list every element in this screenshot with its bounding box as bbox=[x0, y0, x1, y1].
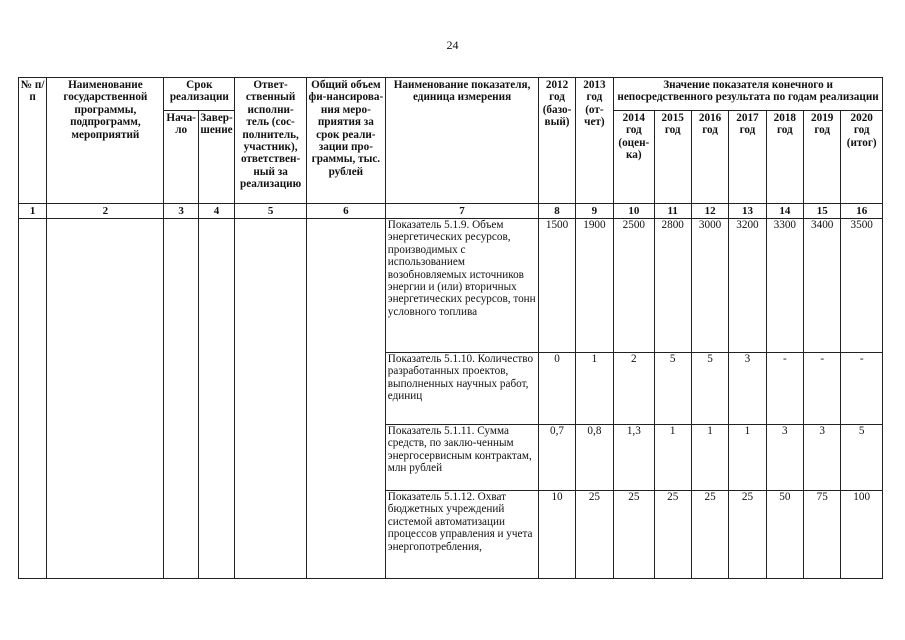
indicator-value: 100 bbox=[841, 491, 883, 579]
indicator-value: 0 bbox=[539, 353, 575, 425]
indicator-value: 2800 bbox=[654, 219, 691, 353]
column-number: 4 bbox=[198, 204, 234, 219]
indicator-value: 3000 bbox=[691, 219, 728, 353]
cell-volume bbox=[306, 219, 385, 579]
column-number: 8 bbox=[539, 204, 575, 219]
indicator-value: 2500 bbox=[614, 219, 654, 353]
indicator-value: 3500 bbox=[841, 219, 883, 353]
column-number: 6 bbox=[306, 204, 385, 219]
indicator-value: 2 bbox=[614, 353, 654, 425]
indicator-value: - bbox=[841, 353, 883, 425]
header-executor: Ответ-ственный исполни-тель (сос-полнитель, участник), ответствен-ный за реализацию bbox=[235, 78, 307, 204]
column-number: 14 bbox=[766, 204, 803, 219]
column-number: 15 bbox=[804, 204, 841, 219]
column-number: 11 bbox=[654, 204, 691, 219]
cell-start bbox=[164, 219, 198, 579]
page-number: 24 bbox=[446, 38, 459, 52]
indicator-value: 10 bbox=[539, 491, 575, 579]
indicator-value: 0,8 bbox=[575, 425, 613, 491]
indicator-value: 75 bbox=[804, 491, 841, 579]
indicator-value: 1 bbox=[729, 425, 766, 491]
indicator-value: 1,3 bbox=[614, 425, 654, 491]
column-number: 9 bbox=[575, 204, 613, 219]
indicator-value: 5 bbox=[654, 353, 691, 425]
header-term: Срок реализации bbox=[164, 78, 235, 111]
indicator-value: 25 bbox=[614, 491, 654, 579]
column-number: 16 bbox=[841, 204, 883, 219]
indicator-value: 25 bbox=[691, 491, 728, 579]
indicator-value: 3 bbox=[729, 353, 766, 425]
indicator-value: 25 bbox=[654, 491, 691, 579]
indicators-table bbox=[18, 77, 883, 579]
indicator-value: 1500 bbox=[539, 219, 575, 353]
indicator-value: 3400 bbox=[804, 219, 841, 353]
indicator-value: 3200 bbox=[729, 219, 766, 353]
header-program: Наименование государственной программы, подпрограмм, мероприятий bbox=[47, 78, 164, 204]
indicator-name: Показатель 5.1.11. Сумма средств, по заклю-ченным энергосервисным контрактам, млн рублей bbox=[385, 425, 539, 491]
header-end: Завер-шение bbox=[198, 111, 234, 204]
column-number: 13 bbox=[729, 204, 766, 219]
indicator-name: Показатель 5.1.10. Количество разработанных проектов, выполненных научных работ, единиц bbox=[385, 353, 539, 425]
indicator-value: 0,7 bbox=[539, 425, 575, 491]
indicator-value: 25 bbox=[575, 491, 613, 579]
column-number: 7 bbox=[385, 204, 539, 219]
indicator-value: 1 bbox=[575, 353, 613, 425]
header-2017: 2017 год bbox=[729, 111, 766, 204]
cell-end bbox=[198, 219, 234, 579]
table-row bbox=[19, 219, 883, 353]
column-numbers-row bbox=[19, 204, 883, 219]
column-number: 10 bbox=[614, 204, 654, 219]
column-number: 3 bbox=[164, 204, 198, 219]
header-indicator: Наименование показателя, единица измерения bbox=[385, 78, 539, 204]
column-number: 12 bbox=[691, 204, 728, 219]
header-volume: Общий объем фи-нансирова-ния меро-приятия за срок реали-зации про-граммы, тыс. рублей bbox=[306, 78, 385, 204]
header-2013: 2013 год (от-чет) bbox=[575, 78, 613, 204]
header-2019: 2019 год bbox=[804, 111, 841, 204]
indicator-value: 1900 bbox=[575, 219, 613, 353]
cell-program bbox=[47, 219, 164, 579]
cell-no bbox=[19, 219, 47, 579]
cell-executor bbox=[235, 219, 307, 579]
header-2018: 2018 год bbox=[766, 111, 803, 204]
indicator-value: 25 bbox=[729, 491, 766, 579]
header-2020: 2020 год (итог) bbox=[841, 111, 883, 204]
header-start: Нача-ло bbox=[164, 111, 198, 204]
indicator-value: 1 bbox=[654, 425, 691, 491]
indicator-value: 50 bbox=[766, 491, 803, 579]
indicator-value: 3 bbox=[804, 425, 841, 491]
column-number: 2 bbox=[47, 204, 164, 219]
indicator-value: 5 bbox=[691, 353, 728, 425]
header-2015: 2015 год bbox=[654, 111, 691, 204]
indicator-value: 3 bbox=[766, 425, 803, 491]
indicator-value: - bbox=[766, 353, 803, 425]
indicator-value: 1 bbox=[691, 425, 728, 491]
header-2014: 2014 год (оцен-ка) bbox=[614, 111, 654, 204]
indicator-name: Показатель 5.1.9. Объем энергетических ресурсов, производимых с использованием возобновляемых источников энергии и (или) вторичных энергетических ресурсов, тонн условного топлива bbox=[385, 219, 539, 353]
indicator-value: - bbox=[804, 353, 841, 425]
header-values-group: Значение показателя конечного и непосредственного результата по годам реализации bbox=[614, 78, 883, 111]
header-row-1 bbox=[19, 78, 883, 111]
header-no: № п/п bbox=[19, 78, 47, 204]
header-2016: 2016 год bbox=[691, 111, 728, 204]
header-2012: 2012 год (базо-вый) bbox=[539, 78, 575, 204]
column-number: 5 bbox=[235, 204, 307, 219]
indicator-name: Показатель 5.1.12. Охват бюджетных учреждений системой автоматизации процессов управления и учета энергопотребления, bbox=[385, 491, 539, 579]
indicator-value: 5 bbox=[841, 425, 883, 491]
indicator-value: 3300 bbox=[766, 219, 803, 353]
column-number: 1 bbox=[19, 204, 47, 219]
